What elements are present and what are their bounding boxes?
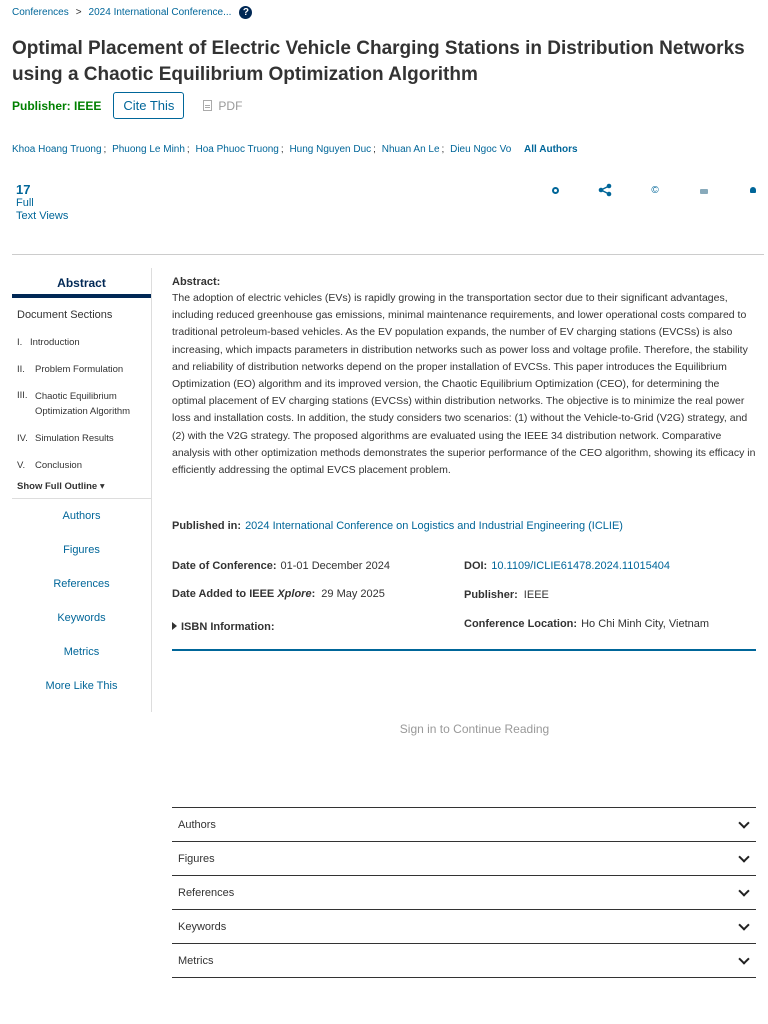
folder-icon[interactable] — [699, 183, 709, 197]
publisher-label: Publisher: IEEE — [12, 98, 102, 113]
author-link[interactable]: Khoa Hoang Truong — [12, 144, 102, 155]
abstract-section — [172, 276, 756, 479]
publisher-meta: Publisher: IEEE — [464, 589, 549, 601]
chevron-down-icon — [738, 885, 749, 896]
tab-abstract[interactable]: Abstract — [12, 268, 151, 298]
date-of-conference: Date of Conference: 01-01 December 2024 — [172, 560, 390, 572]
publisher-row — [12, 92, 242, 119]
conference-location: Conference Location: Ho Chi Minh City, Vietnam — [464, 618, 710, 630]
pdf-label: PDF — [218, 98, 243, 113]
section-problem-formulation[interactable]: II. Problem Formulation — [17, 364, 124, 375]
chevron-down-icon — [738, 953, 749, 964]
document-sections-heading: Document Sections — [17, 309, 113, 321]
chevron-down-icon — [738, 919, 749, 930]
section-simulation-results[interactable]: IV. Simulation Results — [17, 432, 114, 444]
cite-this-button[interactable]: Cite This — [113, 92, 184, 119]
sidebar-link-metrics[interactable]: Metrics — [63, 646, 100, 658]
sidebar-link-more-like-this[interactable]: More Like This — [45, 680, 118, 692]
caret-right-icon — [172, 622, 177, 630]
doi-link[interactable]: 10.1109/ICLIE61478.2024.11015404 — [491, 560, 671, 572]
sidebar-link-figures[interactable]: Figures — [63, 544, 100, 556]
views-label-line1: Full — [16, 197, 34, 209]
published-in-label: Published in: — [172, 520, 242, 532]
ring-icon[interactable] — [550, 183, 560, 197]
doi: DOI: 10.1109/ICLIE61478.2024.11015404 — [464, 560, 671, 572]
document-sidebar — [12, 268, 152, 703]
share-icon[interactable] — [597, 183, 613, 197]
accordion-keywords[interactable]: Keywords — [172, 910, 756, 944]
author-link[interactable]: Hoa Phuoc Truong — [195, 144, 279, 155]
sidebar-link-keywords[interactable]: Keywords — [57, 612, 106, 624]
breadcrumb-conference[interactable]: 2024 International Conference... — [88, 6, 232, 18]
published-in-link[interactable]: 2024 International Conference on Logistics and Industrial Engineering (ICLIE) — [245, 520, 623, 532]
sidebar-link-references[interactable]: References — [53, 578, 110, 590]
section-divider — [172, 649, 756, 651]
isbn-toggle[interactable]: ISBN Information: — [172, 621, 279, 633]
all-authors-link[interactable]: All Authors — [524, 144, 578, 155]
section-conclusion[interactable]: V. Conclusion — [17, 460, 82, 471]
breadcrumb-separator: > — [75, 6, 82, 18]
sidebar-link-authors[interactable]: Authors — [62, 510, 101, 522]
question-circle-icon[interactable]: ? — [239, 6, 252, 19]
sign-in-to-continue[interactable]: Sign in to Continue Reading — [399, 722, 550, 736]
abstract-text: The adoption of electric vehicles (EVs) is rapidly growing in the transportation sector due to their significant advantages, including reduced greenhouse gas emissions, minimal maintenance requirements, and lower operational costs compared to traditional petroleum-based vehicles. As the EV population expands, the number of EV charging stations (EVCSs) is also increasing, which impacts parameters in distribution networks such as power loss and voltage profile. Therefore, the stability and reliability of distribution networks depend on the proper installation of EVCSs. This paper introduces the Equilibrium Optimization (EO) algorithm and its improved version, the Chaotic Equilibrium Optimization (CEO), for determining the optimal placement of EV charging stations (EVCSs) within distribution networks. The objective is to minimize the real power loss and installation costs. In addition, the study considers two scenarios: (1) without the Vehicle-to-Grid (V2G) strategy, and (2) with the V2G strategy. The proposed algorithms are evaluated using the IEEE 34 distribution network. Comparative analysis with other optimization methods demonstrates the superior performance of the CEO algorithm, showing its efficacy in efficiently addressing the optimal EVCS placement problem. — [172, 292, 756, 477]
views-count: 17 — [16, 182, 31, 197]
author-link[interactable]: Phuong Le Minh — [112, 144, 185, 155]
section-ceo-algorithm[interactable]: III. Chaotic Equilibrium Optimization Algorithm — [17, 390, 131, 417]
breadcrumb-conferences[interactable]: Conferences — [12, 6, 69, 18]
breadcrumb — [12, 5, 252, 19]
author-link[interactable]: Nhuan An Le — [381, 144, 440, 155]
section-introduction[interactable]: I. Introduction — [17, 337, 80, 348]
abstract-label: Abstract: — [172, 276, 221, 288]
published-in — [172, 520, 623, 532]
show-full-outline-button[interactable]: Show Full Outline ▾ — [17, 480, 105, 492]
chevron-down-icon — [738, 817, 749, 828]
author-link[interactable]: Hung Nguyen Duc — [289, 144, 372, 155]
accordion — [172, 807, 756, 978]
page-title: Optimal Placement of Electric Vehicle Charging Stations in Distribution Networks using a Chaotic Equilibrium Optimization Algorithm — [12, 38, 745, 85]
divider — [12, 254, 764, 255]
bell-icon[interactable] — [749, 183, 757, 197]
date-added: Date Added to IEEE Xplore: 29 May 2025 — [172, 588, 385, 600]
pdf-icon — [203, 100, 212, 111]
author-link[interactable]: Dieu Ngoc Vo — [450, 144, 512, 155]
accordion-metrics[interactable]: Metrics — [172, 944, 756, 978]
accordion-references[interactable]: References — [172, 876, 756, 910]
accordion-figures[interactable]: Figures — [172, 842, 756, 876]
author-list: Khoa Hoang Truong ; Phuong Le Minh ; Hoa Phuoc Truong ; Hung Nguyen Duc ; Nhuan An Le ; Dieu Ngoc Vo All Authors — [12, 144, 578, 155]
views-label-line2: Text Views — [16, 210, 69, 222]
sidebar-divider — [151, 268, 152, 712]
accordion-authors[interactable]: Authors — [172, 808, 756, 842]
pdf-link[interactable] — [203, 99, 242, 113]
copyright-icon[interactable]: © — [651, 184, 659, 196]
chevron-down-icon — [738, 851, 749, 862]
section-list — [12, 329, 152, 479]
tool-icons — [0, 183, 768, 197]
